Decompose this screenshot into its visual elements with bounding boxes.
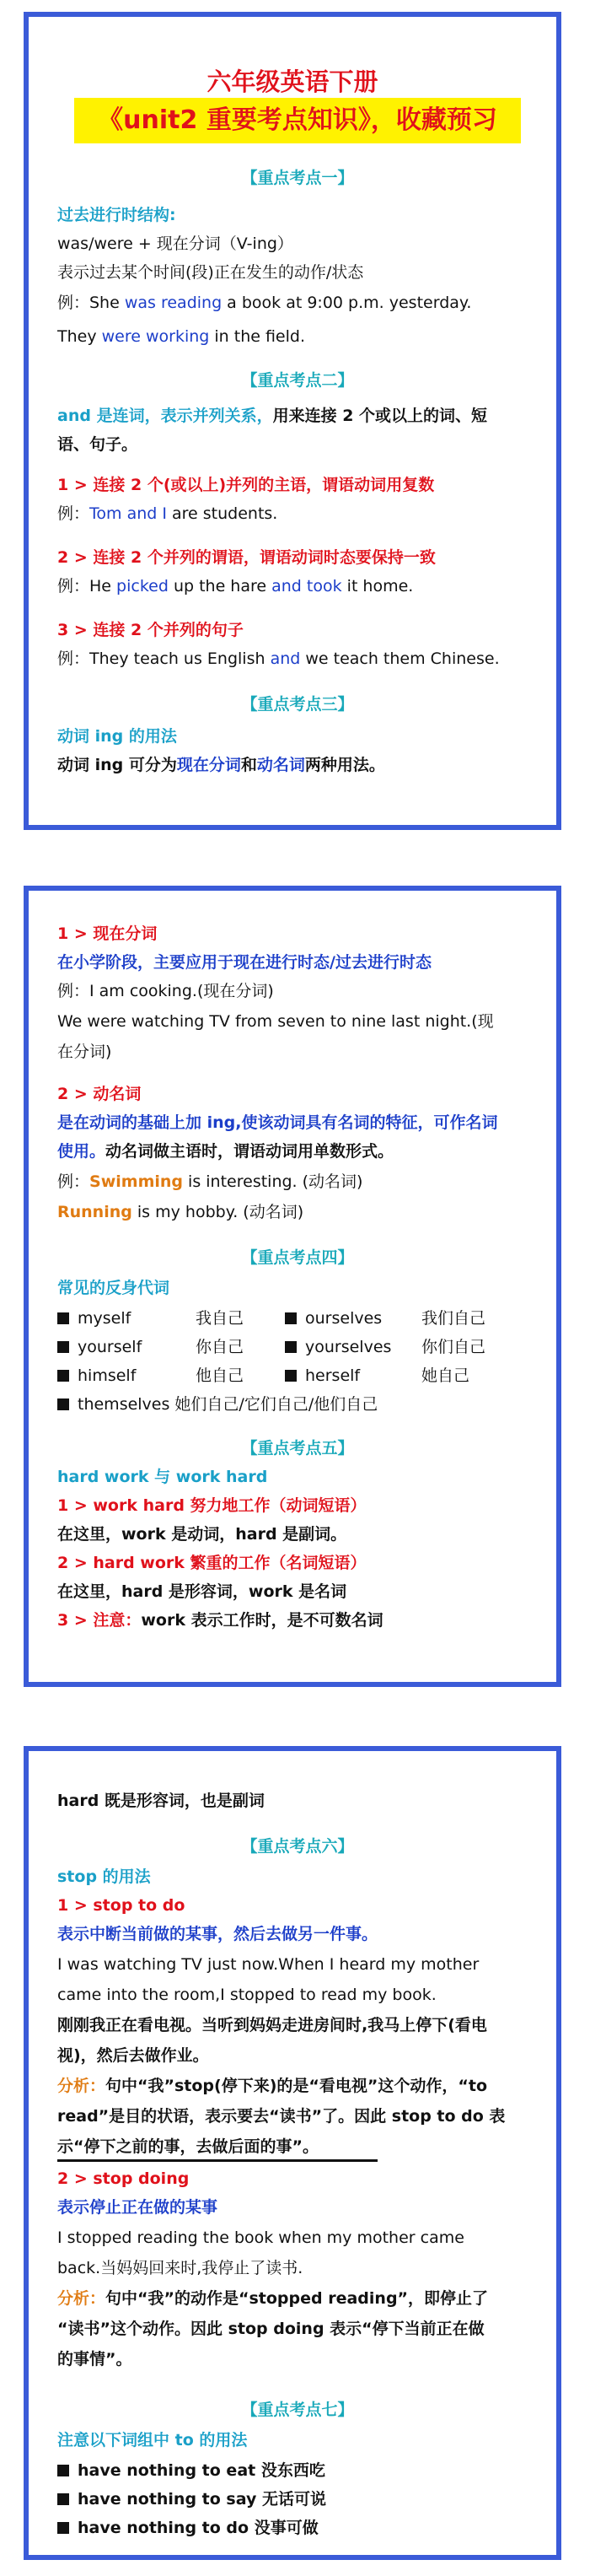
pronoun-en: yourselves [305, 1338, 392, 1356]
highlight: and [270, 649, 301, 668]
p2-sub-2: 2 > 动名词 [57, 1085, 142, 1103]
text: 2 > hard work [57, 1554, 190, 1572]
k6-rule-2: 2 > stop doing [57, 2169, 190, 2188]
p2-sub-2-ex2 [57, 1199, 538, 1225]
text: 例：They teach us English [57, 649, 271, 668]
pronoun-cn: 她自己 [421, 1366, 470, 1385]
square-bullet-icon [57, 1312, 69, 1324]
highlight: Tom and I [89, 504, 167, 523]
p2-sub-1-ex2b: 在分词) [57, 1043, 112, 1061]
k6-rule-1-en2: came into the room,I stopped to read my book. [57, 1986, 437, 2004]
text: 使用。 [57, 1142, 106, 1161]
text: have nothing to say 无话可说 [78, 2490, 326, 2509]
k7-heading: 注意以下词组中 to 的用法 [57, 2431, 248, 2449]
pronoun-row [57, 1363, 538, 1388]
text: 例： [57, 1172, 90, 1191]
k6-rule-1-analysis-2: read”是目的状语，表示要去“读书”了。因此 stop to do 表 [57, 2107, 506, 2126]
k5-rule-1-desc: 在这里，work 是动词，hard 是副词。 [57, 1525, 347, 1544]
k1-example-1 [57, 290, 538, 315]
p2-sub-1-ex1: 例：I am cooking.(现在分词) [57, 982, 274, 1000]
text: 例：She [57, 294, 125, 312]
text: 例： [57, 504, 90, 523]
k6-rule-2-analysis-3: 的事情”。 [57, 2350, 132, 2369]
pronoun-row-last [57, 1392, 538, 1417]
p2-sub-2-ex1 [57, 1169, 538, 1194]
pronoun-col2 [285, 1306, 382, 1331]
pronoun-cn: 我们自己 [421, 1309, 486, 1328]
pronoun-col2 [285, 1363, 360, 1388]
pronoun-cn: 他自己 [196, 1366, 244, 1385]
text: 例：He [57, 577, 117, 595]
square-bullet-icon [285, 1341, 297, 1353]
text: 动名词做主语时，谓语动词用单数形式。 [105, 1142, 394, 1161]
p2-sub-2-desc1: 是在动词的基础上加 ing,使该动词具有名词的特征，可作名词 [57, 1113, 498, 1132]
p2-sub-1: 1 > 现在分词 [57, 924, 158, 943]
text: 句中“我”的动作是“stopped reading”，即停止了 [105, 2289, 489, 2308]
k6-rule-1-cn1: 刚刚我正在看电视。当听到妈妈走进房间时,我马上停下(看电 [57, 2016, 487, 2034]
k2-line-1 [57, 403, 538, 428]
list-item [57, 2515, 538, 2541]
page-subtitle-banner: 《unit2 重要考点知识》，收藏预习 [74, 98, 521, 143]
k6-rule-2-en1: I stopped reading the book when my mother came [57, 2228, 464, 2247]
divider [57, 2159, 378, 2162]
square-bullet-icon [57, 2465, 69, 2476]
pronoun-row [57, 1334, 538, 1360]
section-panel-1 [24, 12, 561, 830]
square-bullet-icon [57, 1370, 69, 1382]
text: 动词 ing 可分为 [57, 756, 177, 774]
section-heading-k6: 【重点考点六】 [241, 1837, 354, 1856]
list-item [57, 2458, 538, 2483]
section-heading-k5: 【重点考点五】 [241, 1439, 354, 1458]
k5-rule-3 [57, 1608, 538, 1633]
square-bullet-icon [57, 1341, 69, 1353]
k2-rule-2-example [57, 574, 538, 599]
pronoun-en: yourself [78, 1338, 142, 1356]
pronoun-en: ourselves [305, 1309, 383, 1328]
k6-rule-2-analysis-1 [57, 2286, 538, 2311]
text: are students. [166, 504, 278, 523]
text: up the hare [168, 577, 272, 595]
section-panel-2 [24, 886, 561, 1687]
pronoun-en: myself [78, 1309, 131, 1328]
text: is my hobby. (动名词) [131, 1203, 304, 1221]
pronoun-en: himself [78, 1366, 137, 1385]
k2-rule-3: 3 > 连接 2 个并列的句子 [57, 621, 244, 639]
k6-rule-1-cn2: 视)，然后去做作业。 [57, 2046, 209, 2065]
k2-rule-2: 2 > 连接 2 个并列的谓语，谓语动词时态要保持一致 [57, 548, 436, 567]
k3-line [57, 752, 538, 778]
k2-rule-1: 1 > 连接 2 个(或以上)并列的主语，谓语动词用复数 [57, 476, 435, 494]
text: 和 [240, 756, 257, 774]
k2-rule-1-example [57, 501, 538, 526]
k2-line-2: 语、句子。 [57, 435, 138, 454]
text: work 表示工作时，是不可数名词 [141, 1611, 383, 1630]
text: is interesting. (动名词) [183, 1172, 363, 1191]
text: have nothing to eat 没东西吃 [78, 2461, 325, 2480]
square-bullet-icon [285, 1312, 297, 1324]
text: 两种用法。 [304, 756, 385, 774]
square-bullet-icon [57, 1398, 69, 1410]
k3-heading: 动词 ing 的用法 [57, 727, 177, 746]
k1-formula: was/were + 现在分词（V-ing） [57, 234, 293, 253]
highlight: Running [57, 1203, 132, 1221]
highlight: 动名词 [256, 756, 305, 774]
square-bullet-icon [285, 1370, 297, 1382]
highlight: Swimming [89, 1172, 184, 1191]
k5-rule-2-desc: 在这里，hard 是形容词，work 是名词 [57, 1582, 347, 1601]
k6-heading: stop 的用法 [57, 1867, 151, 1886]
text: They [57, 327, 102, 346]
k6-rule-1-analysis-3: 示“停下之前的事，去做后面的事”。 [57, 2137, 319, 2156]
text: 繁重的工作（名词短语） [190, 1554, 367, 1572]
pronoun-col2 [285, 1334, 391, 1360]
text: have nothing to do 没事可做 [78, 2519, 319, 2537]
p2-sub-1-desc: 在小学阶段，主要应用于现在进行时态/过去进行时态 [57, 953, 432, 972]
k1-example-2 [57, 324, 538, 349]
highlight: was reading [124, 294, 223, 312]
text: 努力地工作（动词短语） [190, 1496, 367, 1515]
p2-sub-1-ex2a: We were watching TV from seven to nine last night.(现 [57, 1012, 494, 1031]
text: in the field. [209, 327, 306, 346]
section-heading-k3: 【重点考点三】 [241, 695, 354, 714]
k1-description: 表示过去某个时间(段)正在发生的动作/状态 [57, 263, 364, 282]
highlight: and took [271, 577, 342, 595]
k6-rule-2-en2: back.当妈妈回来时,我停止了读书. [57, 2259, 303, 2277]
page-title: 六年级英语下册 [206, 67, 378, 96]
k5-heading: hard work 与 work hard [57, 1468, 268, 1486]
section-heading-k4: 【重点考点四】 [241, 1248, 354, 1267]
label: 分析： [57, 2077, 106, 2095]
text: it home. [341, 577, 414, 595]
text: 1 > work hard [57, 1496, 190, 1515]
text: 用来连接 2 个或以上的词、短 [272, 407, 488, 425]
pronoun-cn: 你们自己 [421, 1338, 486, 1356]
text: 3 > 注意： [57, 1611, 142, 1630]
section-panel-3 [24, 1746, 561, 2560]
highlight: were working [101, 327, 210, 346]
section-heading-k1: 【重点考点一】 [241, 169, 354, 187]
text: we teach them Chinese. [300, 649, 500, 668]
k6-rule-1: 1 > stop to do [57, 1896, 185, 1915]
section-heading-k7: 【重点考点七】 [241, 2401, 354, 2419]
highlight: 现在分词 [176, 756, 241, 774]
k1-heading: 过去进行时结构: [57, 206, 176, 224]
text: 句中“我”stop(停下来)的是“看电视”这个动作，“to [105, 2077, 488, 2095]
highlight: picked [116, 577, 169, 595]
p3-intro: hard 既是形容词，也是副词 [57, 1792, 265, 1810]
list-item [57, 2487, 538, 2512]
square-bullet-icon [57, 2493, 69, 2505]
pronoun-row [57, 1306, 538, 1331]
square-bullet-icon [57, 2522, 69, 2534]
section-heading-k2: 【重点考点二】 [241, 371, 354, 390]
k2-rule-3-example [57, 646, 538, 671]
text: and 是连词，表示并列关系， [57, 407, 273, 425]
k5-rule-2 [57, 1550, 538, 1576]
text: a book at 9:00 p.m. yesterday. [222, 294, 472, 312]
k6-rule-2-desc: 表示停止正在做的某事 [57, 2198, 218, 2217]
k6-rule-2-analysis-2: “读书”这个动作。因此 stop doing 表示“停下当前正在做 [57, 2320, 485, 2338]
k5-rule-1 [57, 1493, 538, 1518]
k6-rule-1-analysis-1 [57, 2073, 538, 2099]
k6-rule-1-desc: 表示中断当前做的某事，然后去做另一件事。 [57, 1925, 378, 1943]
pronoun-en: herself [305, 1366, 361, 1385]
k6-rule-1-en1: I was watching TV just now.When I heard my mother [57, 1955, 480, 1974]
pronoun-cn: 我自己 [196, 1309, 244, 1328]
p2-sub-2-desc2 [57, 1139, 538, 1164]
pronoun-cn: 你自己 [196, 1338, 244, 1356]
pronoun-text: themselves 她们自己/它们自己/他们自己 [78, 1395, 378, 1414]
label: 分析： [57, 2289, 106, 2308]
k4-heading: 常见的反身代词 [57, 1279, 170, 1297]
